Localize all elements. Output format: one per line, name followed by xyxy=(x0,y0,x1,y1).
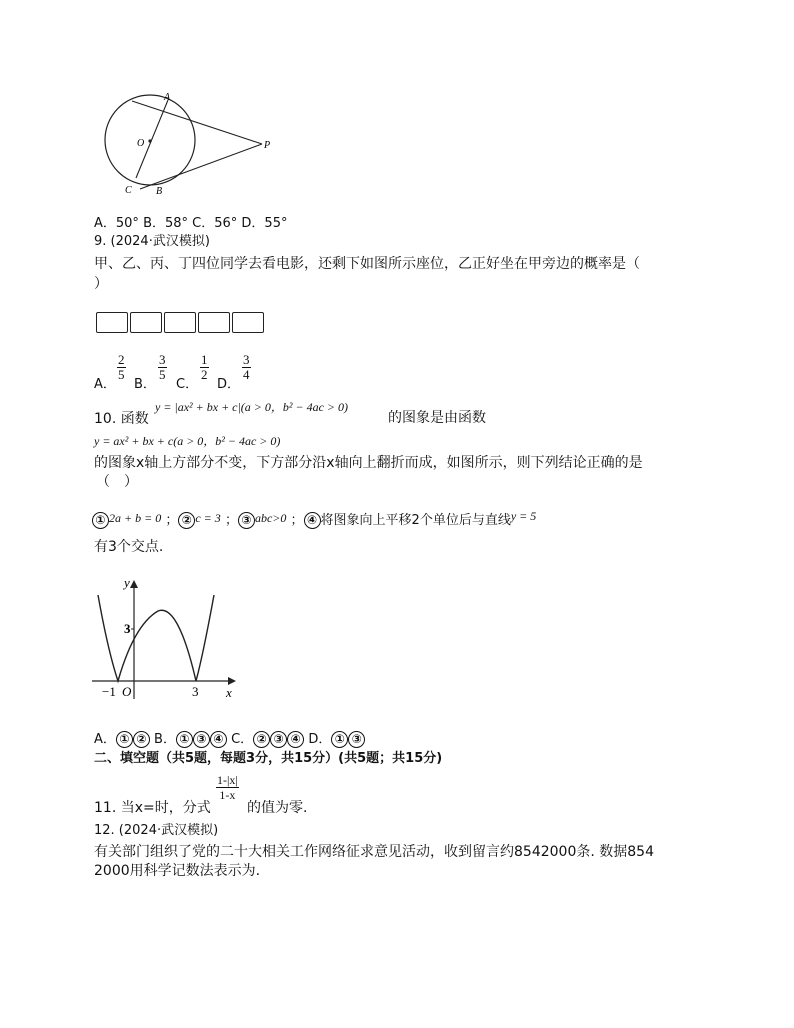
label-o: O xyxy=(137,138,145,149)
section-heading: 二、填空题（共5题，每题3分，共15分）(共5题；共15分) xyxy=(94,751,443,766)
q8-circle-figure xyxy=(96,90,286,200)
separator: ； xyxy=(165,513,179,528)
q10-suffix: 的图象是由函数 xyxy=(388,410,486,426)
q10-options xyxy=(94,731,365,748)
q12-source: 12. (2024·武汉模拟) xyxy=(94,823,219,838)
q9-fraction-b xyxy=(158,353,167,382)
numerator: 1-|x| xyxy=(217,773,238,787)
denominator: 5 xyxy=(159,367,166,382)
statement-1: 2a + b = 0 xyxy=(109,511,162,525)
label-p: P xyxy=(264,140,271,151)
seat-row xyxy=(96,312,266,333)
q9-option-b: B． xyxy=(134,377,156,392)
q11-fraction xyxy=(216,773,239,802)
q9-option-a: A． xyxy=(94,377,116,392)
statement-4-eq: y = 5 xyxy=(510,509,537,523)
statement-4: 将图象向上平移2个单位后与直线 xyxy=(320,513,511,528)
center-point xyxy=(148,139,151,142)
circled-3: ③ xyxy=(238,512,255,529)
q10-line3: 的图象x轴上方部分不变，下方部分沿x轴向上翻折而成，如图所示，则下列结论正确的是 xyxy=(94,455,643,471)
q10-statements xyxy=(92,509,537,530)
circled-1: ① xyxy=(176,731,193,748)
q10-prefix: 10. 函数 xyxy=(94,411,149,427)
q9-fraction-c xyxy=(200,353,209,382)
seat-box xyxy=(198,312,230,333)
y-axis-arrow xyxy=(130,580,138,588)
label-three-y: 3 xyxy=(124,621,131,636)
seat-box xyxy=(96,312,128,333)
q9-option-c: C． xyxy=(176,377,199,392)
numerator: 3 xyxy=(243,352,250,367)
q11-text: 11. 当x=时，分式 xyxy=(94,800,211,816)
graph-curve xyxy=(98,595,214,681)
circled-2: ② xyxy=(133,731,150,748)
option-a: A． xyxy=(94,732,116,747)
circled-3: ③ xyxy=(193,731,210,748)
label-a: A xyxy=(164,92,171,103)
q9-fraction-a xyxy=(117,353,126,382)
denominator: 5 xyxy=(118,367,125,382)
label-three-x: 3 xyxy=(192,684,199,699)
q11-suffix: 的值为零. xyxy=(247,800,308,816)
tangent-pb xyxy=(140,144,262,189)
label-b: B xyxy=(156,186,163,197)
label-origin: O xyxy=(122,684,132,699)
circled-1: ① xyxy=(92,512,109,529)
x-axis-arrow xyxy=(228,677,236,685)
circled-4: ④ xyxy=(304,512,321,529)
circled-4: ④ xyxy=(287,731,304,748)
label-minus1: −1 xyxy=(102,684,116,699)
q10-func-abs: y = |ax² + bx + c|(a > 0，b² − 4ac > 0) xyxy=(155,400,349,414)
seat-box xyxy=(232,312,264,333)
tangent-pa xyxy=(132,101,262,144)
separator: ； xyxy=(290,513,304,528)
statement-3: abc>0 xyxy=(254,511,287,525)
denominator: 1-x xyxy=(219,788,236,802)
q10-graph xyxy=(88,575,248,705)
circled-2: ② xyxy=(178,512,195,529)
q9-option-d: D． xyxy=(217,377,241,392)
seat-box xyxy=(130,312,162,333)
label-x: x xyxy=(226,685,232,700)
q10-line6: 有3个交点. xyxy=(94,539,164,555)
q9-fraction-d xyxy=(242,353,251,382)
numerator: 2 xyxy=(118,352,125,367)
option-d: D． xyxy=(304,732,332,747)
circled-3: ③ xyxy=(348,731,365,748)
option-b: B． xyxy=(149,732,176,747)
q12-line2: 2000用科学记数法表示为. xyxy=(94,863,261,879)
circled-2: ② xyxy=(253,731,270,748)
option-c: C． xyxy=(226,732,254,747)
q8-options: A．50° B．58° C．56° D．55° xyxy=(94,216,288,231)
seat-box xyxy=(164,312,196,333)
label-y: y xyxy=(124,575,130,590)
q10-func: y = ax² + bx + c(a > 0，b² − 4ac > 0) xyxy=(94,434,281,448)
denominator: 4 xyxy=(243,367,250,382)
q9-stem-line1: 甲、乙、丙、丁四位同学去看电影，还剩下如图所示座位，乙正好坐在甲旁边的概率是（ xyxy=(94,256,640,272)
statement-2: c = 3 xyxy=(195,511,221,525)
label-c: C xyxy=(125,185,132,196)
q12-line1: 有关部门组织了党的二十大相关工作网络征求意见活动，收到留言约8542000条. 数据854 xyxy=(94,844,654,860)
q9-stem-line2: ） xyxy=(94,276,108,292)
circled-3: ③ xyxy=(270,731,287,748)
circled-1: ① xyxy=(331,731,348,748)
q10-line4: （ ） xyxy=(96,474,138,490)
circled-4: ④ xyxy=(210,731,227,748)
q9-source: 9. (2024·武汉模拟) xyxy=(94,234,210,249)
circled-1: ① xyxy=(116,731,133,748)
denominator: 2 xyxy=(201,367,208,382)
numerator: 3 xyxy=(159,352,166,367)
numerator: 1 xyxy=(201,352,208,367)
separator: ； xyxy=(224,513,238,528)
